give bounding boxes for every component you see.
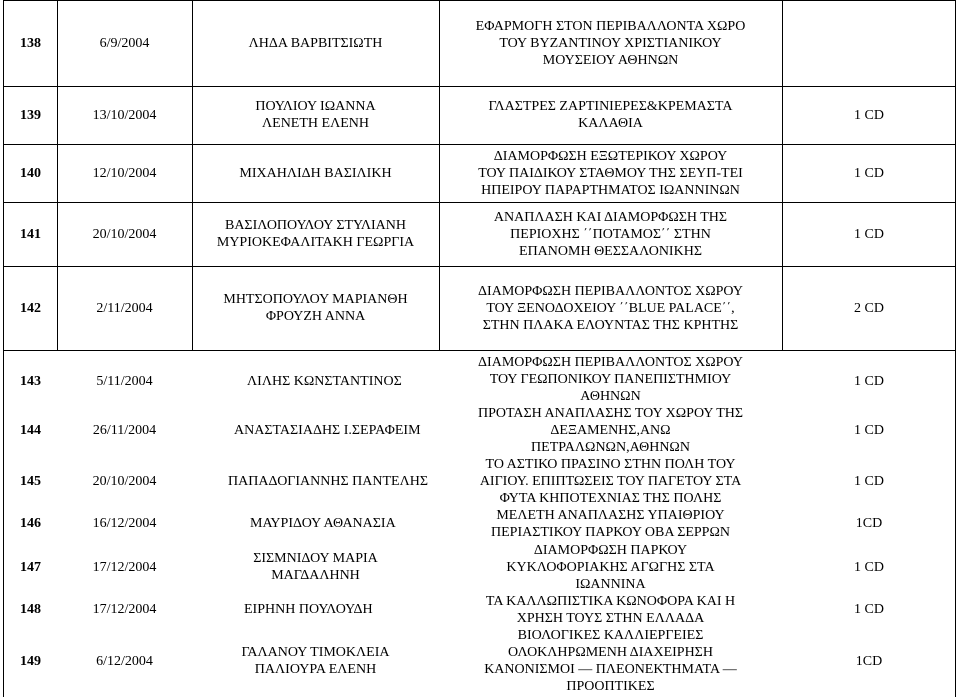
row-number: 140 [20,165,41,181]
row-title: ΓΛΑΣΤΡΕΣ ΖΑΡΤΙΝΙΕΡΕΣ&ΚΡΕΜΑΣΤΑ ΚΑΛΑΘΙΑ [488,99,733,131]
row-number: 142 [20,300,41,316]
row-authors: ΠΟΥΛΙΟΥ ΙΩΑΝΝΑ ΛΕΝΕΤΗ ΕΛΕΝΗ [255,99,376,131]
row-date: 5/11/2004 [96,373,153,389]
row-title: ΜΕΛΕΤΗ ΑΝΑΠΛΑΣΗΣ ΥΠΑΙΘΡΙΟΥ ΠΕΡΙΑΣΤΙΚΟΥ ΠΑΡΚΟΥ ΟΒΑ ΣΕΡΡΩΝ [491,508,730,540]
row-title: ΕΦΑΡΜΟΓΗ ΣΤΟΝ ΠΕΡΙΒΑΛΛΟΝΤΑ ΧΩΡΟ ΤΟΥ ΒΥΖΑΝΤΙΝΟΥ ΧΡΙΣΤΙΑΝΙΚΟΥ ΜΟΥΣΕΙΟΥ ΑΘΗΝΩΝ [475,18,746,68]
row-date: 6/9/2004 [99,35,150,51]
row-media: 1 CD [854,107,884,123]
row-date: 20/10/2004 [92,226,157,242]
row-authors: ΛΗΔΑ ΒΑΡΒΙΤΣΙΩΤΗ [248,35,383,51]
row-authors: ΜΑΥΡΙΔΟΥ ΑΘΑΝΑΣΙΑ [250,515,396,531]
row-media: 1 CD [854,422,884,438]
row-media: 1 CD [854,473,884,489]
row-date: 13/10/2004 [92,107,157,123]
row-title: ΤΑ ΚΑΛΛΩΠΙΣΤΙΚΑ ΚΩΝΟΦΟΡΑ ΚΑΙ Η ΧΡΗΣΗ ΤΟΥΣ ΣΤΗΝ ΕΛΛΑΔΑ [485,594,736,626]
row-title: ΔΙΑΜΟΡΦΩΣΗ ΠΕΡΙΒΑΛΛΟΝΤΟΣ ΧΩΡΟΥ ΤΟΥ ΞΕΝΟΔΟΧΕΙΟΥ ΄΄BLUE PALACE΄΄, ΣΤΗΝ ΠΛΑΚΑ ΕΛΟΥΝΤΑΣ ΤΗΣ ΚΡΗΤΗΣ [478,283,743,333]
row-number: 148 [20,601,41,617]
row-title: ΔΙΑΜΟΡΦΩΣΗ ΠΑΡΚΟΥ ΚΥΚΛΟΦΟΡΙΑΚΗΣ ΑΓΩΓΗΣ ΣΤΑ ΙΩΑΝΝΙΝΑ [506,542,715,592]
row-authors: ΣΙΣΜΝΙΔΟΥ ΜΑΡΙΑ ΜΑΓΔΑΛΗΝΗ [253,551,378,583]
row-media: 1 CD [854,226,884,242]
row-date: 2/11/2004 [96,300,153,316]
row-date: 17/12/2004 [92,601,157,617]
row-number: 147 [20,559,41,575]
row-date: 20/10/2004 [92,473,157,489]
row-date: 26/11/2004 [92,422,157,438]
row-date: 16/12/2004 [92,515,157,531]
theses-table [3,0,956,697]
row-title: ΔΙΑΜΟΡΦΩΣΗ ΠΕΡΙΒΑΛΛΟΝΤΟΣ ΧΩΡΟΥ ΤΟΥ ΓΕΩΠΟΝΙΚΟΥ ΠΑΝΕΠΙΣΤΗΜΙΟΥ ΑΘΗΝΩΝ [478,354,743,404]
row-authors: ΜΗΤΣΟΠΟΥΛΟΥ ΜΑΡΙΑΝΘΗ ΦΡΟΥΖΗ ΑΝΝΑ [223,292,408,324]
row-authors: ΕΙΡΗΝΗ ΠΟΥΛΟΥΔΗ [244,601,373,617]
row-authors: ΓΑΛΑΝΟΥ ΤΙΜΟΚΛΕΙΑ ΠΑΛΙΟΥΡΑ ΕΛΕΝΗ [241,645,390,677]
row-number: 141 [20,226,41,242]
row-title: ΤΟ ΑΣΤΙΚΟ ΠΡΑΣΙΝΟ ΣΤΗΝ ΠΟΛΗ ΤΟΥ ΑΙΓΙΟΥ. ΕΠΙΠΤΩΣΕΙΣ ΤΟΥ ΠΑΓΕΤΟΥ ΣΤΑ ΦΥΤΑ ΚΗΠΟΤΕΧΝΙΑΣ ΤΗΣ ΠΟΛΗΣ [479,456,742,506]
row-date: 12/10/2004 [92,165,157,181]
row-number: 143 [20,373,41,389]
row-number: 139 [20,107,41,123]
row-title: ΔΙΑΜΟΡΦΩΣΗ ΕΞΩΤΕΡΙΚΟΥ ΧΩΡΟΥ ΤΟΥ ΠΑΙΔΙΚΟΥ ΣΤΑΘΜΟΥ ΤΗΣ ΣΕΥΠ-ΤΕΙ ΗΠΕΙΡΟΥ ΠΑΡΑΡΤΗΜΑΤΟΣ ΙΩΑΝΝΙΝΩΝ [478,148,743,198]
row-number: 146 [20,515,41,531]
row-divider [4,350,955,351]
row-number: 138 [20,35,41,51]
row-date: 6/12/2004 [96,653,153,669]
row-number: 149 [20,653,41,669]
row-title: ΑΝΑΠΛΑΣΗ ΚΑΙ ΔΙΑΜΟΡΦΩΣΗ ΤΗΣ ΠΕΡΙΟΧΗΣ ΄΄ΠΟΤΑΜΟΣ΄΄ ΣΤΗΝ ΕΠΑΝΟΜΗ ΘΕΣΣΑΛΟΝΙΚΗΣ [493,209,728,259]
row-media: 1 CD [854,165,884,181]
row-authors: ΜΙΧΑΗΛΙΔΗ ΒΑΣΙΛΙΚΗ [239,165,392,181]
row-media: 2 CD [854,300,884,316]
row-media: 1 CD [854,373,884,389]
row-authors: ΛΙΛΗΣ ΚΩΝΣΤΑΝΤΙΝΟΣ [247,373,402,389]
row-title: ΒΙΟΛΟΓΙΚΕΣ ΚΑΛΛΙΕΡΓΕΙΕΣ ΟΛΟΚΛΗΡΩΜΕΝΗ ΔΙΑΧΕΙΡΗΣΗ ΚΑΝΟΝΙΣΜΟΙ — ΠΛΕΟΝΕΚΤΗΜΑΤΑ — ΠΡΟΟΠΤΙΚΕΣ [484,628,737,694]
row-authors: ΑΝΑΣΤΑΣΙΑΔΗΣ Ι.ΣΕΡΑΦΕΙΜ [234,422,421,438]
row-media: 1CD [855,515,883,531]
row-number: 145 [20,473,41,489]
row-number: 144 [20,422,41,438]
row-authors: ΒΑΣΙΛΟΠΟΥΛΟΥ ΣΤΥΛΙΑΝΗ ΜΥΡΙΟΚΕΦΑΛΙΤΑΚΗ ΓΕΩΡΓΙΑ [216,218,415,250]
row-date: 17/12/2004 [92,559,157,575]
row-media: 1CD [855,653,883,669]
row-authors: ΠΑΠΑΔΟΓΙΑΝΝΗΣ ΠΑΝΤΕΛΗΣ [228,473,428,489]
row-title: ΠΡΟΤΑΣΗ ΑΝΑΠΛΑΣΗΣ ΤΟΥ ΧΩΡΟΥ ΤΗΣ ΔΕΞΑΜΕΝΗΣ,ΑΝΩ ΠΕΤΡΑΛΩΝΩΝ,ΑΘΗΝΩΝ [477,405,744,455]
row-media: 1 CD [854,559,884,575]
row-media: 1 CD [854,601,884,617]
